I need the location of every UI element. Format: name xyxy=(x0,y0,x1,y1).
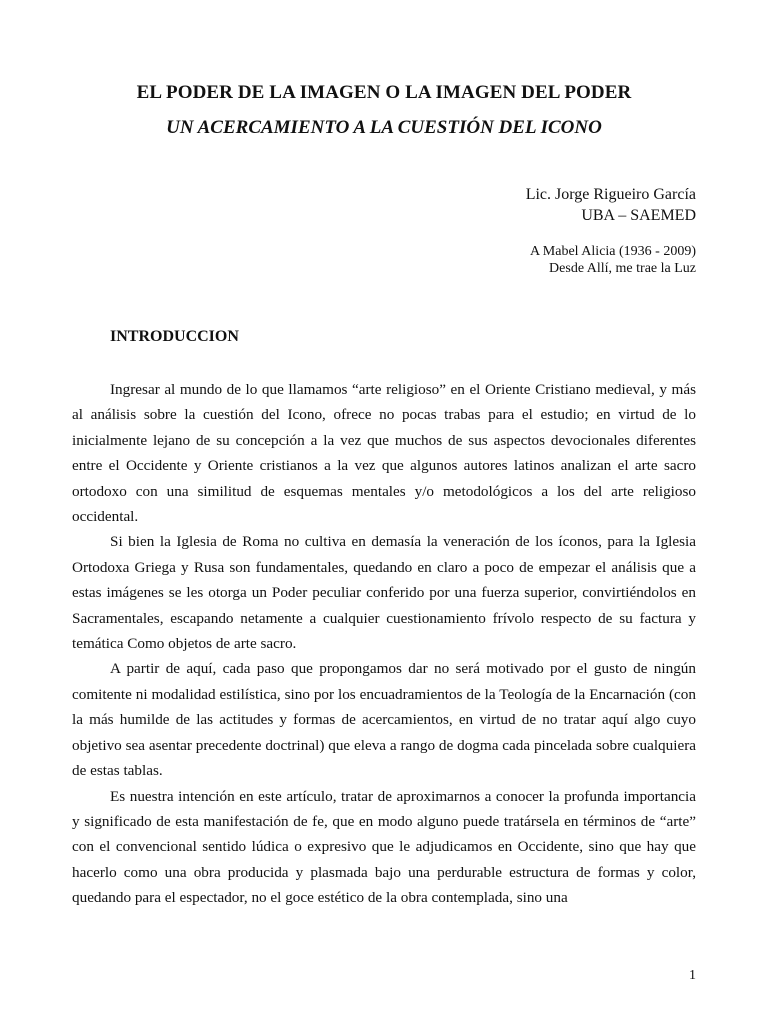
paragraph: A partir de aquí, cada paso que propongamos dar no será motivado por el gusto de ningún comitente ni modalidad estilística, sino por los encuadramientos de la Teología de la Encarnación (con la más humilde de las actitudes y formas de acercamientos, en virtud de no tratar aquí algo cuyo objetivo sea asentar precedente doctrinal) que eleva a rango de dogma cada pincelada sobre cualquiera de estas tablas. xyxy=(72,660,696,780)
dedication-line-2: Desde Allí, me trae la Luz xyxy=(549,261,696,276)
page-number: 1 xyxy=(689,968,696,983)
document-subtitle: UN ACERCAMIENTO A LA CUESTIÓN DEL ICONO xyxy=(166,117,602,138)
dedication-line-1: A Mabel Alicia (1936 - 2009) xyxy=(529,244,696,259)
document-title: EL PODER DE LA IMAGEN O LA IMAGEN DEL PODER xyxy=(136,82,632,103)
author-block xyxy=(526,184,696,226)
dedication-block xyxy=(530,243,696,277)
paragraph: Ingresar al mundo de lo que llamamos “arte religioso” en el Oriente Cristiano medieval, y más al análisis sobre la cuestión del Icono, ofrece no pocas trabas para el estudio; en virtud de lo inicialmente lejano de su concepción a la vez que muchos de sus aspectos devocionales diferentes entre el Occidente y Oriente cristianos a la vez que algunos autores latinos analizan el arte sacro ortodoxo con una similitud de esquemas mentales y/o metodológicos a los del arte religioso occidental. xyxy=(72,381,696,526)
author-affiliation: UBA – SAEMED xyxy=(581,207,696,224)
author-name: Lic. Jorge Rigueiro García xyxy=(525,186,696,203)
paragraph: Es nuestra intención en este artículo, tratar de aproximarnos a conocer la profunda importancia y significado de esta manifestación de fe, que en modo alguno puede tratársela en términos de “arte” con el convencional sentido lúdica o expresivo que le adjudicamos en Occidente, sino que hay que hacerlo como una obra producida y plasmada bajo una perdurable estructura de formas y color, quedando para el espectador, no el goce estético de la obra contemplada, sino una xyxy=(72,787,696,907)
paragraph: Si bien la Iglesia de Roma no cultiva en demasía la veneración de los íconos, para la Iglesia Ortodoxa Griega y Rusa son fundamentales, quedando en claro a poco de empezar el análisis que a estas imágenes se les otorga un Poder peculiar conferido por una fuerza superior, convirtiéndolos en Sacramentales, escapando netamente a cualquier cuestionamiento frívolo respecto de su factura y temática Como objetos de arte sacro. xyxy=(72,533,696,653)
section-heading: INTRODUCCION xyxy=(110,328,239,345)
body-text xyxy=(72,377,696,911)
